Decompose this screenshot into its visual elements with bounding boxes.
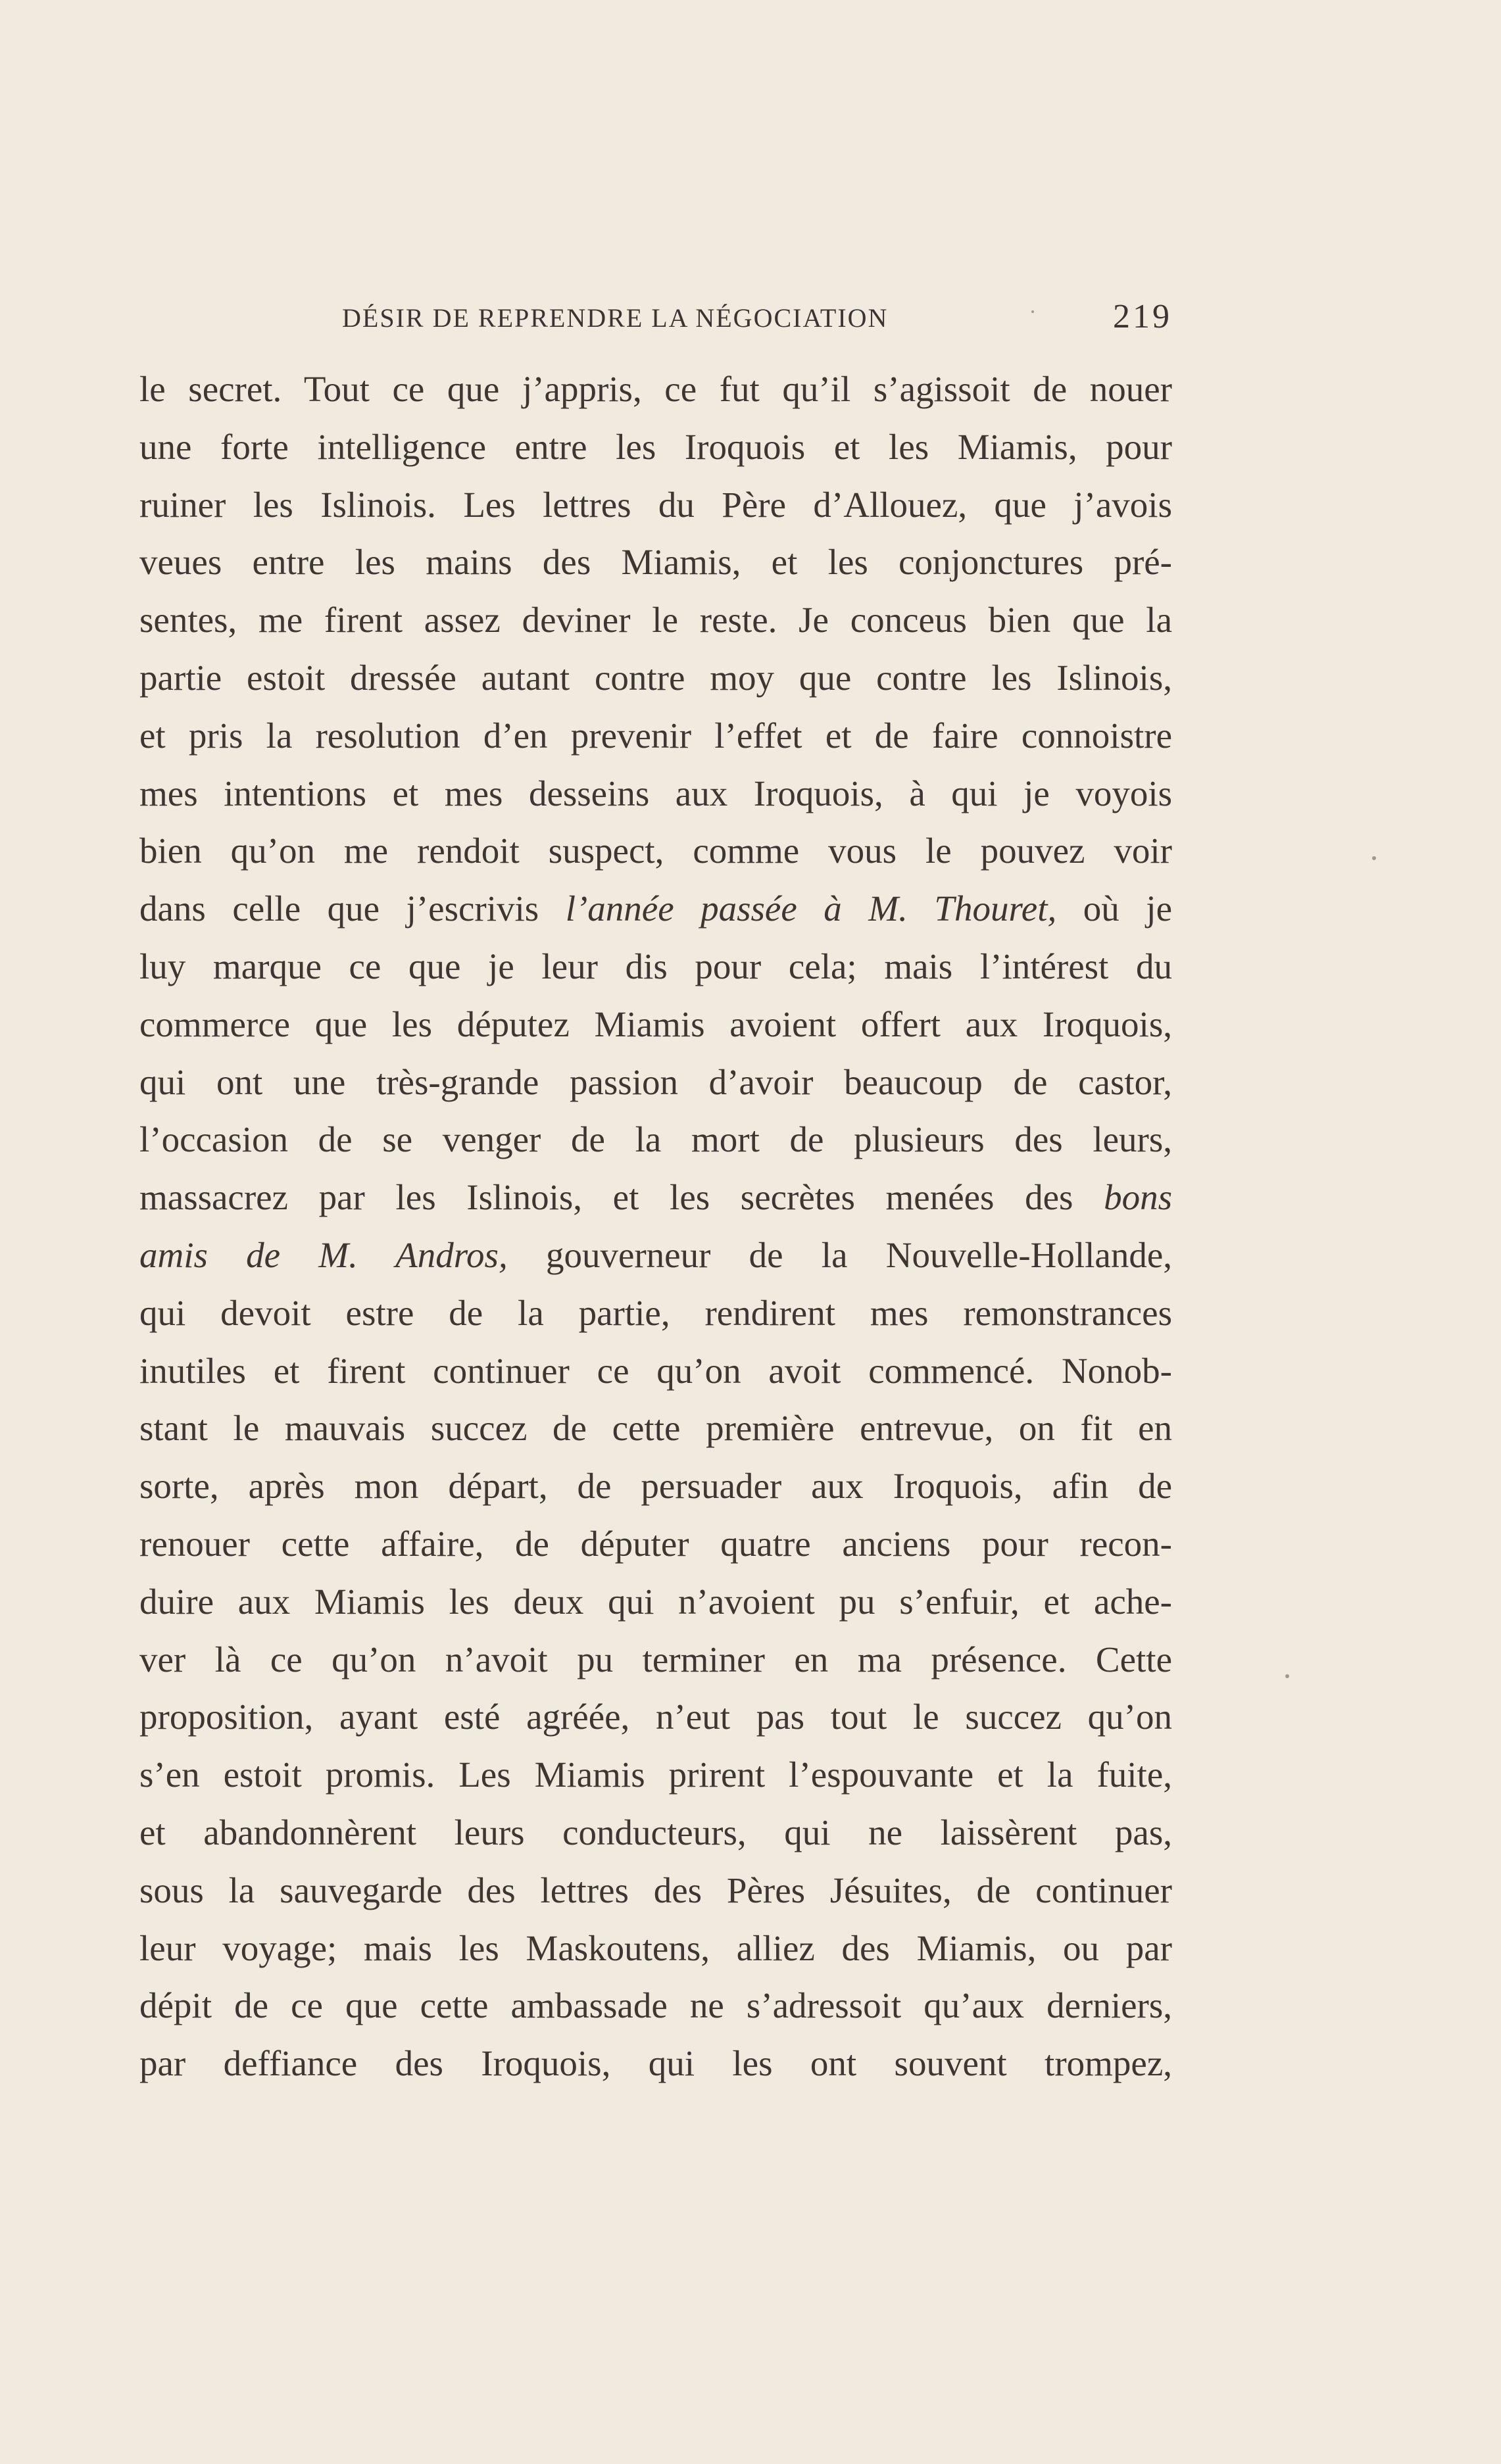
text-line	[139, 1284, 1172, 1342]
text-line	[139, 1053, 1172, 1111]
text-segment: mes intentions et mes desseins aux Iroquois, à qui je voyois	[139, 773, 1172, 813]
text-line	[139, 707, 1172, 765]
text-line	[139, 1399, 1172, 1457]
text-line	[139, 1226, 1172, 1284]
text-segment: gouverneur de la Nouvelle-Hollande,	[507, 1234, 1172, 1275]
text-line	[139, 1169, 1172, 1226]
text-line	[139, 649, 1172, 707]
text-line	[139, 1862, 1172, 1920]
text-line	[139, 1342, 1172, 1400]
body-text	[139, 360, 1172, 2092]
italic-segment: l’année passée à M. Thouret,	[565, 888, 1057, 929]
text-segment: sentes, me firent assez deviner le reste. Je conceus bien que la	[139, 600, 1172, 640]
text-line	[139, 1746, 1172, 1804]
text-line	[139, 1515, 1172, 1573]
text-line	[139, 1573, 1172, 1631]
text-line	[139, 533, 1172, 591]
page-header	[139, 297, 1172, 343]
text-segment: qui ont une très-grande passion d’avoir beaucoup de castor,	[139, 1061, 1172, 1102]
text-segment: le secret. Tout ce que j’appris, ce fut qu’il s’agissoit de nouer	[139, 369, 1172, 409]
text-segment: dépit de ce que cette ambassade ne s’adressoit qu’aux derniers,	[139, 1985, 1172, 2026]
text-segment: proposition, ayant esté agréée, n’eut pas tout le succez qu’on	[139, 1697, 1172, 1737]
text-segment: stant le mauvais succez de cette première entrevue, on fit en	[139, 1408, 1172, 1449]
text-line	[139, 360, 1172, 418]
text-segment: une forte intelligence entre les Iroquois et les Miamis, pour	[139, 426, 1172, 467]
text-line	[139, 880, 1172, 938]
italic-segment: bons	[1104, 1177, 1172, 1218]
text-segment: bien qu’on me rendoit suspect, comme vous le pouvez voir	[139, 831, 1172, 871]
text-line	[139, 765, 1172, 823]
text-segment: sorte, après mon départ, de persuader aux Iroquois, afin de	[139, 1466, 1172, 1507]
text-segment: où je	[1056, 888, 1172, 929]
page-number: 219	[1113, 298, 1172, 335]
paper-speck	[1285, 1674, 1289, 1678]
text-line	[139, 1457, 1172, 1515]
text-segment: ruiner les Islinois. Les lettres du Père d’Allouez, que j’avois	[139, 484, 1172, 525]
text-segment: inutiles et firent continuer ce qu’on avoit commencé. Nonob-	[139, 1350, 1172, 1391]
italic-segment: amis de M. Andros,	[139, 1234, 508, 1275]
text-segment: dans celle que j’escrivis	[139, 888, 566, 929]
text-segment: duire aux Miamis les deux qui n’avoient pu s’enfuir, et ache-	[139, 1581, 1172, 1622]
text-line	[139, 2035, 1172, 2092]
text-line	[139, 1804, 1172, 1862]
text-segment: l’occasion de se venger de la mort de plusieurs des leurs,	[139, 1119, 1172, 1160]
running-title: DÉSIR DE REPRENDRE LA NÉGOCIATION	[342, 303, 889, 333]
text-segment: veues entre les mains des Miamis, et les conjonctures pré-	[139, 542, 1172, 583]
text-segment: et abandonnèrent leurs conducteurs, qui ne laissèrent pas,	[139, 1812, 1172, 1852]
paper-speck	[1031, 310, 1034, 313]
paper-speck	[1372, 856, 1376, 860]
text-segment: leur voyage; mais les Maskoutens, alliez des Miamis, ou par	[139, 1927, 1172, 1968]
text-line	[139, 1977, 1172, 2035]
text-line	[139, 1631, 1172, 1689]
text-segment: par deffiance des Iroquois, qui les ont souvent trompez,	[139, 2043, 1172, 2084]
text-segment: sous la sauvegarde des lettres des Pères Jésuites, de continuer	[139, 1870, 1172, 1910]
text-line	[139, 938, 1172, 996]
text-line	[139, 822, 1172, 880]
text-segment: renouer cette affaire, de députer quatre anciens pour recon-	[139, 1523, 1172, 1564]
text-segment: ver là ce qu’on n’avoit pu terminer en ma présence. Cette	[139, 1639, 1172, 1679]
text-line	[139, 1688, 1172, 1746]
text-segment: partie estoit dressée autant contre moy que contre les Islinois,	[139, 657, 1172, 698]
text-line	[139, 476, 1172, 534]
text-segment: commerce que les députez Miamis avoient offert aux Iroquois,	[139, 1003, 1172, 1044]
text-line	[139, 1920, 1172, 1977]
text-line	[139, 1111, 1172, 1169]
text-line	[139, 591, 1172, 649]
text-segment: s’en estoit promis. Les Miamis prirent l’espouvante et la fuite,	[139, 1754, 1172, 1795]
text-segment: massacrez par les Islinois, et les secrètes menées des	[139, 1177, 1104, 1218]
text-segment: luy marque ce que je leur dis pour cela; mais l’intérest du	[139, 946, 1172, 986]
text-segment: et pris la resolution d’en prevenir l’effet et de faire connoistre	[139, 715, 1172, 756]
text-segment: qui devoit estre de la partie, rendirent mes remonstrances	[139, 1292, 1172, 1333]
text-line	[139, 418, 1172, 476]
text-line	[139, 996, 1172, 1053]
